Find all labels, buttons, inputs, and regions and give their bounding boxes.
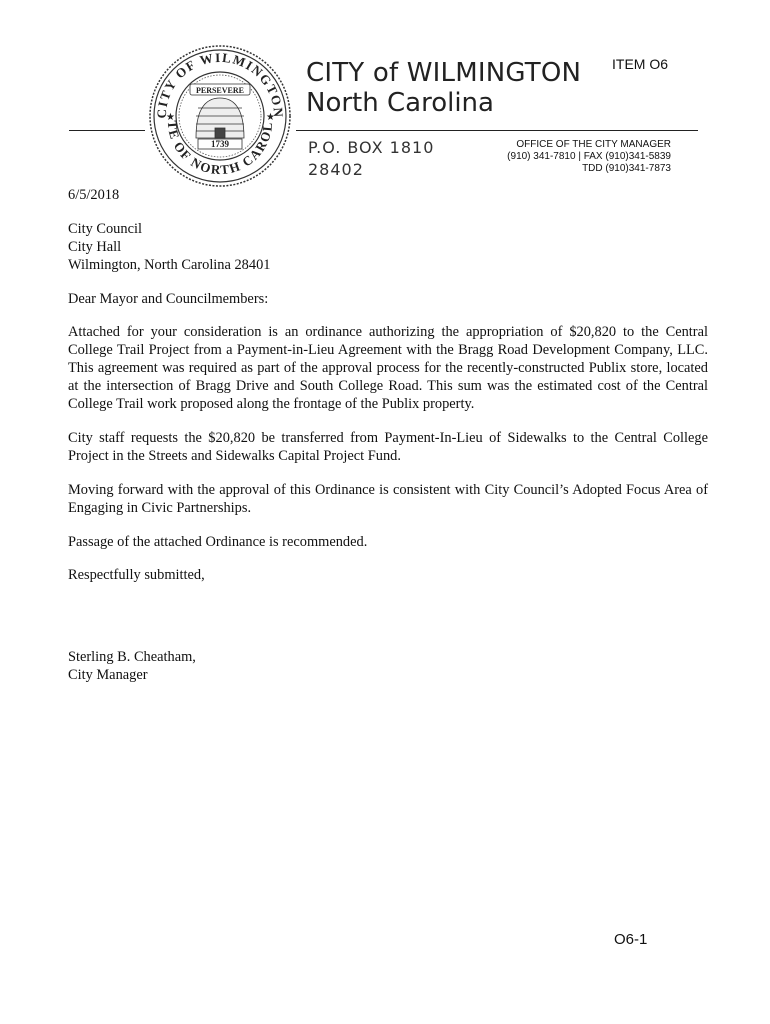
signer-name: Sterling B. Cheatham, [68,649,196,665]
body-paragraph: Attached for your consideration is an ordinance authorizing the appropriation of $20,820 to the Central College Trail Project from a Payment-in-Lieu Agreement with the Bragg Road Development Company, LLC. This agreement was required as part of the approval process for the recently-constructed Publix store, located at the intersection of Bragg Drive and South College Road. This sum was the estimated cost of the Central College Trail work proposed along the frontage of the Publix property. [68,324,708,412]
letter-date: 6/5/2018 [68,187,120,203]
closing: Respectfully submitted, [68,567,205,583]
state-name: North Carolina [306,88,494,118]
office-contact-block [507,139,671,175]
seal-bottom-text: TE OF NORTH CAROL [164,120,276,178]
city-seal-graphic [146,42,294,190]
header-rule-left [69,130,145,131]
zip-code: 28402 [308,160,364,179]
city-seal-icon [146,42,294,190]
svg-text:★: ★ [166,112,175,123]
header-rule-right [296,130,698,131]
office-title: OFFICE OF THE CITY MANAGER [516,139,671,150]
seal-top-text: CITY OF WILMINGTON [153,49,287,119]
letter-body [68,186,708,684]
page-number: O6-1 [614,931,648,948]
body-paragraph: Passage of the attached Ordinance is recommended. [68,534,368,550]
body-paragraph: City staff requests the $20,820 be transferred from Payment-In-Lieu of Sidewalks to the Central College Project in the Streets and Sidewalks Capital Project Fund. [68,430,708,464]
address-line: City Hall [68,239,122,255]
seal-motto: PERSEVERE [195,86,245,95]
salutation: Dear Mayor and Councilmembers: [68,291,269,307]
svg-text:★: ★ [266,112,275,123]
seal-year: 1739 [211,139,229,149]
body-paragraph: Moving forward with the approval of this Ordinance is consistent with City Council’s Adopted Focus Area of Engaging in Civic Partnerships. [68,482,708,516]
office-tdd: TDD (910)341-7873 [582,163,671,174]
office-phone-fax: (910) 341-7810 | FAX (910)341-5839 [507,151,671,162]
item-label: ITEM O6 [612,56,669,72]
address-line: Wilmington, North Carolina 28401 [68,257,271,273]
po-box: P.O. BOX 1810 [308,138,435,157]
signer-title: City Manager [68,667,148,683]
address-line: City Council [68,221,142,237]
recipient-address [68,220,708,274]
city-name: CITY of WILMINGTON [306,58,582,88]
